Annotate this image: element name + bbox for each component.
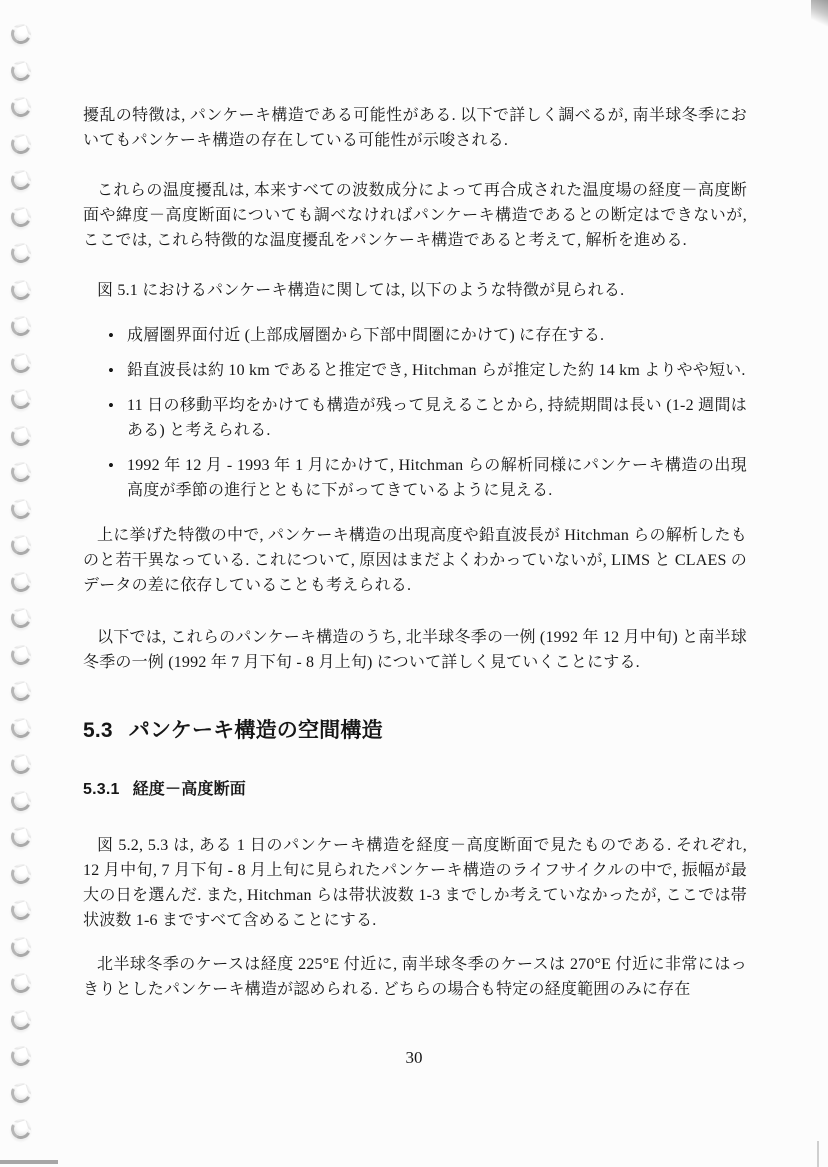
- binding-hole: [8, 167, 33, 192]
- paragraph-fig52-53: 図 5.2, 5.3 は, ある 1 日のパンケーキ構造を経度－高度断面で見たものである. それぞれ, 12 月中旬, 7 月下旬 - 8 月上旬に見られたパンケーキ構造のライフサイクルの中で, 振幅が最大の日を選んだ. また, Hitchman らは帯状波数 1-3 までしか考えていなかったが, ここでは帯状波数 1-6 まですべて含めることにする.: [83, 837, 747, 929]
- list-item: • 鉛直波長は約 10 km であると推定でき, Hitchman らが推定した約 14 km よりやや短い.: [83, 358, 747, 383]
- binding-hole: [8, 58, 33, 83]
- binding-hole: [8, 861, 33, 886]
- paragraph-continuation: 擾乱の特徴は, パンケーキ構造である可能性がある. 以下で詳しく調べるが, 南半球冬季においてもパンケーキ構造の存在している可能性が示唆される.: [83, 107, 747, 149]
- binding-hole: [8, 715, 33, 740]
- scan-artifact-top-right: [811, 0, 828, 30]
- list-item: • 1992 年 12 月 - 1993 年 1 月にかけて, Hitchman らの解析同様にパンケーキ構造の出現高度が季節の進行とともに下がってきているように見える.: [83, 453, 747, 503]
- binding-hole: [8, 386, 33, 411]
- binding-hole: [8, 459, 33, 484]
- feature-bullet-list: [83, 323, 747, 503]
- binding-hole: [8, 678, 33, 703]
- section-title: パンケーキ構造の空間構造: [128, 719, 383, 742]
- scan-artifact-bottom-left: [0, 1160, 58, 1164]
- paragraph-case-overview: 以下では, これらのパンケーキ構造のうち, 北半球冬季の一例 (1992 年 12 月中旬) と南半球冬季の一例 (1992 年 7 月下旬 - 8 月上旬) について詳しく見ていくことにする.: [83, 629, 747, 671]
- binding-hole: [8, 934, 33, 959]
- binding-hole: [8, 313, 33, 338]
- page-body: [83, 100, 747, 1002]
- binding-hole: [8, 788, 33, 813]
- binding-hole: [8, 204, 33, 229]
- binding-hole: [8, 897, 33, 922]
- paragraph-fig51-intro: 図 5.1 におけるパンケーキ構造に関しては, 以下のような特徴が見られる.: [97, 282, 625, 299]
- binding-hole: [8, 970, 33, 995]
- scan-artifact-bottom-right: [817, 1141, 819, 1167]
- binding-hole: [8, 423, 33, 448]
- binding-hole: [8, 569, 33, 594]
- binding-hole: [8, 350, 33, 375]
- binding-hole: [8, 1080, 33, 1105]
- page-number: 30: [405, 1048, 423, 1067]
- section-heading: [83, 717, 747, 745]
- binding-hole: [8, 1116, 33, 1141]
- binding-hole: [8, 532, 33, 557]
- binding-hole: [8, 824, 33, 849]
- binding-hole: [8, 605, 33, 630]
- binding-hole: [8, 131, 33, 156]
- binding-hole: [8, 21, 33, 46]
- binding-hole: [8, 240, 33, 265]
- binding-hole: [8, 1007, 33, 1032]
- spiral-binding: [0, 0, 46, 1167]
- binding-hole: [8, 94, 33, 119]
- subsection-title: 経度－高度断面: [132, 781, 246, 798]
- list-item: • 11 日の移動平均をかけても構造が残って見えることから, 持続期間は長い (1-2 週間はある) と考えられる.: [83, 393, 747, 443]
- binding-hole: [8, 642, 33, 667]
- paragraph-differences: 上に挙げた特徴の中で, パンケーキ構造の出現高度や鉛直波長が Hitchman らの解析したものと若干異なっている. これについて, 原因はまだよくわかっていないが, LIMS と CLAES のデータの差に依存していることも考えられる.: [83, 527, 747, 594]
- binding-hole: [8, 496, 33, 521]
- section-number: 5.3: [83, 719, 113, 742]
- subsection-heading: [83, 779, 747, 801]
- subsection-number: 5.3.1: [83, 781, 120, 798]
- paragraph-cases-longitude: 北半球冬季のケースは経度 225°E 付近に, 南半球冬季のケースは 270°E 付近に非常にはっきりとしたパンケーキ構造が認められる. どちらの場合も特定の経度範囲のみに存在: [83, 956, 747, 998]
- binding-hole: [8, 751, 33, 776]
- binding-hole: [8, 277, 33, 302]
- paragraph-temperature-disturbance: これらの温度擾乱は, 本来すべての波数成分によって再合成された温度場の経度－高度断面や緯度－高度断面についても調べなければパンケーキ構造であるとの断定はできないが, ここでは, これら特徴的な温度擾乱をパンケーキ構造であると考えて, 解析を進める.: [83, 182, 747, 249]
- list-item: • 成層圏界面付近 (上部成層圏から下部中間圏にかけて) に存在する.: [83, 323, 747, 348]
